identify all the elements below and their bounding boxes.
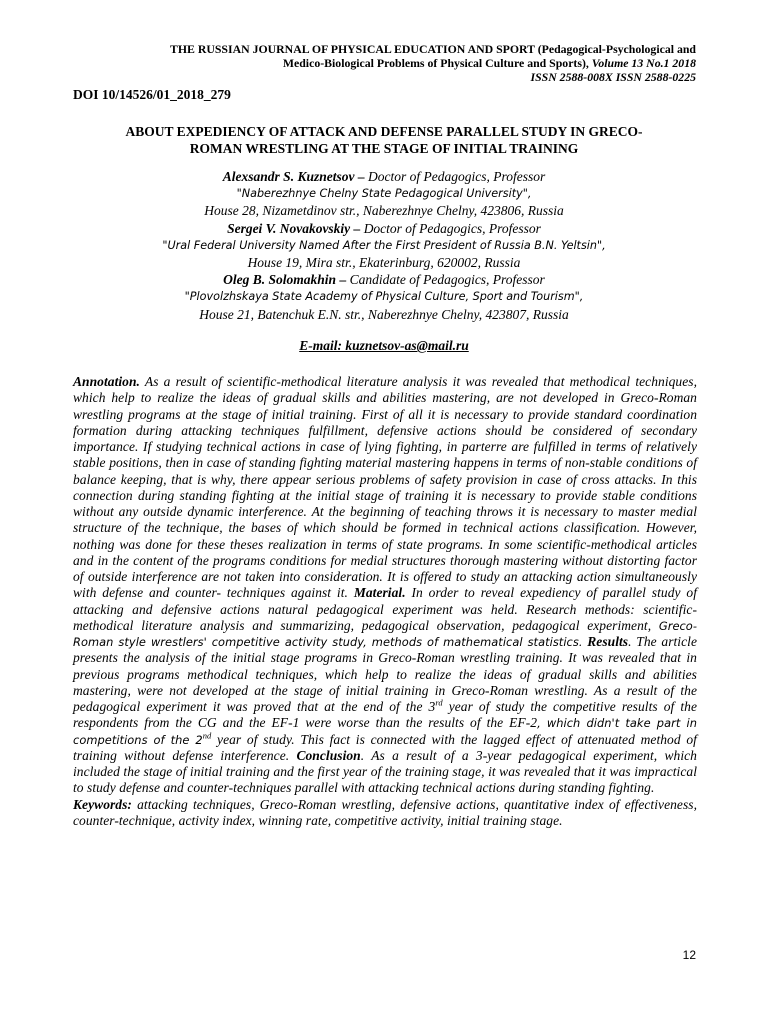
results-text-a: . The article presents the analysis of the initial stage programs in Greco-Roman wrestling training. It was revealed that in previous programs methodical techniques, which help to realize the ideas of gradual skills and abilities mastering, were not developed at the stage of initial training in Greco-Roman wrestling. As a result of the pedagogical experiment it was proved that at the end of the 3 — [73, 634, 697, 714]
author-3-affiliation: "Plovolzhskaya State Academy of Physical Culture, Sport and Tourism", — [184, 290, 584, 304]
author-1-affiliation: "Naberezhnye Chelny State Pedagogical University", — [236, 187, 532, 201]
material-label: Material. — [353, 585, 406, 601]
journal-issn: ISSN 2588-008X ISSN 2588-0225 — [530, 70, 696, 84]
author-3-position: Candidate of Pedagogics, Professor — [346, 272, 545, 288]
paper-title-line-2: ROMAN WRESTLING AT THE STAGE OF INITIAL TRAINING — [189, 141, 579, 156]
author-1-address: House 28, Nizametdinov str., Naberezhnye Chelny, 423806, Russia — [204, 203, 564, 219]
author-2 — [73, 220, 695, 237]
author-2-name: Sergei V. Novakovskiy – — [227, 220, 361, 236]
author-3-name: Oleg B. Solomakhin – — [223, 272, 347, 288]
conclusion-text: . As a result of a 3-year pedagogical experiment, which included the stage of initial training and the first year of the training stage, it was revealed that it was impractical to study defense and counter-techniques parallel with attacking technical actions during standing fighting. — [73, 747, 697, 796]
author-2-affiliation: "Ural Federal University Named After the First President of Russia B.N. Yeltsin", — [162, 238, 606, 252]
journal-header — [60, 42, 696, 84]
journal-header-line-1: THE RUSSIAN JOURNAL OF PHYSICAL EDUCATION AND SPORT (Pedagogical-Psychological and — [169, 42, 696, 56]
results-label: Results — [587, 634, 629, 649]
authors-block — [73, 168, 695, 323]
paper-title-line-1: ABOUT EXPEDIENCY OF ATTACK AND DEFENSE PARALLEL STUDY IN GRECO- — [125, 124, 643, 139]
contact-email[interactable]: E-mail: kuznetsov-as@mail.ru — [299, 338, 469, 353]
material-text: In order to reveal expediency of parallel study of attacking and defensive actions natural pedagogical experiment was held. Research methods: scientific-methodical literature analysis and summarizing, pedagogical observation, pedagogical experiment, — [73, 585, 697, 633]
material-methods-text: Greco-Roman style wrestlers' competitive activity study, methods of mathematical statistics. — [73, 618, 697, 649]
abstract — [73, 374, 697, 829]
keywords-paragraph — [73, 797, 697, 830]
author-1-position: Doctor of Pedagogics, Professor — [364, 169, 546, 184]
results-text-b-ds: , which didn't take part in competitions of the 2 — [73, 716, 697, 747]
results-superscript-nd: nd — [202, 730, 212, 740]
author-3 — [73, 271, 695, 288]
author-1 — [73, 168, 695, 185]
results-superscript-rd: rd — [435, 697, 443, 708]
author-1-name: Alexsandr S. Kuznetsov – — [222, 169, 365, 184]
results-text-c: year of study. This fact is connected with the lagged effect of attenuated method of training without defense interference. — [73, 731, 697, 763]
page-number: 12 — [682, 948, 696, 962]
author-2-position: Doctor of Pedagogics, Professor — [360, 220, 541, 236]
journal-volume: Volume 13 No.1 2018 — [588, 56, 696, 70]
keywords-text: attacking techniques, Greco-Roman wrestling, defensive actions, quantitative index of effectiveness, counter-technique, activity index, winning rate, competitive activity, initial training stage. — [73, 796, 697, 828]
paper-title — [73, 123, 695, 157]
keywords-label: Keywords: — [73, 796, 132, 812]
journal-header-line-2 — [60, 56, 696, 70]
annotation-label: Annotation. — [73, 374, 140, 389]
author-3-address: House 21, Batenchuk E.N. str., Naberezhnye Chelny, 423807, Russia — [199, 306, 569, 322]
results-text-b: year of study the competitive results of the respondents from the CG and the EF-1 were worse than the results of the EF-2 — [73, 699, 697, 731]
annotation-text: As a result of scientific-methodical literature analysis it was revealed that methodical techniques, which help to realize the ideas of gradual skills and abilities mastering, are not developed in Greco-Roman wrestling programs at the stage of initial training. First of all it is necessary to provide standard coordination formation during attacking techniques fulfillment, defensive actions should be considered of secondary importance. If studying technical actions in case of lying fighting, in parterre are fulfilled in terms of relatively stable positions, then in case of standing fighting material mastering happens in terms of non-stable conditions of balance keeping, that is why, there appear serious problems of safety provision in case of cross attacks. In this connection during standing fighting at the initial stage of training it is necessary to provide stable conditions without any outside dynamic interference. At the beginning of teaching throws it is necessary to master medial structure of the technique, the bases of which should be formed in technical actions classification. However, nothing was done for these theses realization in terms of state programs. In some scientific-methodical articles and in the content of the programs conditions for medial structures thorough mastering without distorting factor of outside interference are not taken into consideration. It is offered to study an attacking action simultaneously with defense and counter- techniques against it. — [73, 374, 697, 601]
journal-name-continued: Medico-Biological Problems of Physical Culture and Sports), — [282, 56, 589, 70]
abstract-paragraph — [73, 374, 697, 797]
doi: DOI 10/14526/01_2018_279 — [73, 87, 231, 102]
conclusion-label: Conclusion — [296, 747, 361, 763]
author-2-address: House 19, Mira str., Ekaterinburg, 620002, Russia — [247, 255, 521, 271]
